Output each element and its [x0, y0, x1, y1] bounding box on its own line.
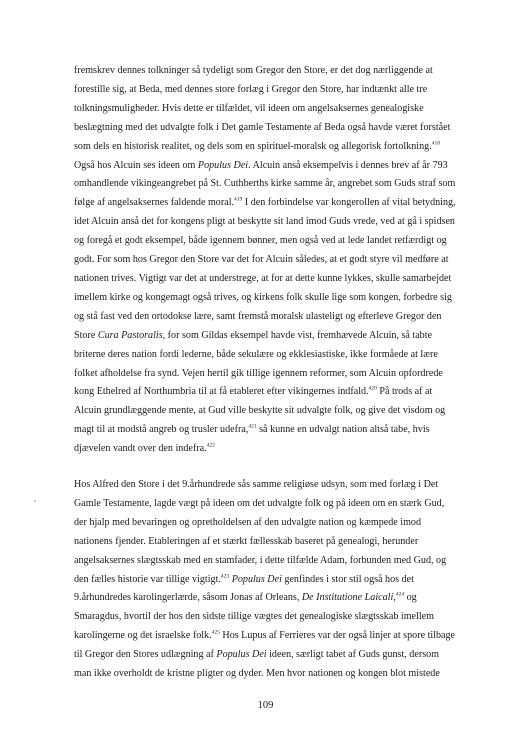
- text-run: magt til at modstå angreb og trusler udefra,: [74, 424, 249, 436]
- text-run: beslægtning med det udvalgte folk i Det gamle Testamente af Beda også havde været forstået: [74, 121, 451, 133]
- text-run: og: [404, 592, 417, 604]
- text-line: [74, 289, 470, 308]
- text-run: folket afholdelse fra synd. Vejen hertil gik tillige igennem reformer, som Alcuin opfordrede: [74, 367, 443, 379]
- text-line: [74, 157, 470, 176]
- footnote-ref: 422: [206, 442, 215, 449]
- text-run: Hos Lupus af Ferrieres var der også linjer at spore tilbage: [219, 630, 456, 642]
- text-line: [74, 440, 470, 459]
- text-line: [74, 251, 470, 270]
- text-run: karolingerne og det israelske folk.: [74, 630, 212, 642]
- text-line: [74, 421, 470, 440]
- text-run: Smaragdus, hvortil der hos den sidste tillige vægtes det genealogiske slægtsskab imellem: [74, 611, 434, 623]
- text-line: [74, 175, 470, 194]
- text-run: genfindes i stor stil også hos det: [281, 573, 414, 585]
- text-run: følge af angelsaksernes faldende moral.: [74, 197, 235, 209]
- text-run: I den forbindelse var kongerollen af vital betydning,: [242, 197, 456, 209]
- text-run: djævelen vandt over den indefra.: [74, 443, 207, 455]
- text-line: [74, 402, 470, 421]
- text-line: [74, 81, 470, 100]
- text-run: nationen trives. Vigtigt var det at understrege, at for at dette kunne lykkes, skulle samarbejdet: [74, 272, 452, 284]
- text-line: [74, 308, 470, 327]
- text-run: der hjalp med bevaringen og opretholdelsen af den udvalgte nation og kæmpede imod: [74, 516, 422, 528]
- text-run: Hos Alfred den Store i det 9.århundrede sås samme religiøse udsyn, som med forlæg i Det: [74, 479, 439, 491]
- text-run: idet Alcuin anså det for kongens pligt at beskytte sit land imod Guds vrede, ved at gå i spidsen: [74, 216, 455, 228]
- text-line: [74, 646, 470, 665]
- text-line: [74, 514, 470, 533]
- text-line: [74, 571, 470, 590]
- text-line: [74, 608, 470, 627]
- text-run: forestille sig, at Beda, med dennes store forlæg i Gregor den Store, har indtænkt alle tre: [74, 83, 428, 95]
- footnote-ref: 421: [248, 423, 257, 430]
- text-run: tolkningsmuligheder. Hvis dette er tilfældet, vil ideen om angelsaksernes genealogiske: [74, 102, 424, 114]
- italic-title: Populus Dei: [197, 159, 249, 171]
- text-run: ideen, særligt tabet af Guds gunst, dersom: [266, 649, 440, 661]
- text-run: og foregå et godt eksempel, både igennem bønner, men også ved at lede landet retfærdigt og: [74, 235, 447, 247]
- text-run: Også hos Alcuin ses ideen om: [74, 159, 198, 171]
- text-run: godt. For som hos Gregor den Store var det for Alcuin således, at et godt styre vil medføre at: [74, 254, 449, 266]
- text-run: briterne deres nation fordi lederne, både sekulære og ekklesiastiske, ikke formåede at lære: [74, 348, 438, 360]
- text-line: [74, 138, 470, 157]
- footnote-ref: 423: [220, 573, 230, 580]
- text-run: omhandlende vikingeangrebet på St. Cuthberths kirke samme år, angrebet som Guds straf som: [74, 178, 456, 190]
- text-run: nationens fjender. Etableringen af et stærkt fællesskab baseret på genealogi, herunder: [74, 535, 419, 547]
- text-run: angelsaksernes slægtsskab med en stamfader, i dette tilfælde Adam, forbunden med Gud, og: [74, 554, 447, 566]
- text-line: [74, 270, 470, 289]
- margin-mark: [34, 500, 36, 502]
- text-run: den fælles historie var tillige vigtigt.: [74, 573, 221, 585]
- text-line: [74, 365, 470, 384]
- footnote-ref: 420: [368, 386, 377, 393]
- text-run: for som Gildas eksempel havde vist, fremhævede Alcuin, så tabte: [165, 329, 433, 341]
- text-run: Alcuin grundlæggende mente, at Gud ville beskytte sit udvalgte folk, og give det visdom og: [74, 405, 446, 417]
- italic-title: De Institutione Laicali,: [301, 592, 396, 604]
- text-line: [74, 476, 470, 495]
- text-line: [74, 665, 470, 684]
- text-line: [74, 327, 470, 346]
- footnote-ref: 418: [431, 140, 440, 147]
- text-line: [74, 194, 470, 213]
- text-run: og stå fast ved den ortodokse lære, samt fremstå moralsk ulasteligt og efterleve Gregor den: [74, 310, 442, 322]
- footnote-ref: 424: [395, 592, 405, 599]
- text-line: [74, 119, 470, 138]
- text-line: [74, 552, 470, 571]
- text-line: [74, 232, 470, 251]
- text-run: imellem kirke og kongemagt også trives, og kirkens folk skulle lige som kongen, forbedre sig: [74, 291, 452, 303]
- italic-title: Populus Dei: [231, 573, 282, 585]
- text-run: fremskrev dennes tolkninger så tydeligt som Gregor den Store, er det dog nærliggende at: [74, 65, 433, 76]
- page-number: 109: [257, 700, 274, 711]
- text-run: som dels en historisk realitet, og dels som en spirituel-moralsk og allegorisk fortolkning.: [74, 140, 432, 152]
- italic-title: Cura Pastoralis,: [97, 329, 166, 341]
- text-line: [74, 62, 470, 81]
- paragraph: [74, 476, 470, 684]
- text-run: . Alcuin anså eksempelvis i dennes brev af år 793: [248, 159, 448, 171]
- text-run: Gamle Testamente, lagde vægt på ideen om det udvalgte folk og på ideen om en stærk Gud,: [74, 497, 445, 509]
- italic-title: Populus Dei: [216, 649, 267, 661]
- text-line: [74, 589, 470, 608]
- text-line: [74, 383, 470, 402]
- footnote-ref: 425: [211, 629, 220, 636]
- text-run: man ikke overholdt de kristne pligter og dyder. Men hvor nationen og kongen blot mistede: [74, 668, 440, 680]
- text-line: [74, 213, 470, 232]
- text-line: [74, 495, 470, 514]
- text-run: På trods af at: [376, 386, 433, 398]
- text-run: Store: [74, 329, 98, 341]
- footnote-ref: 419: [234, 196, 243, 203]
- text-line: [74, 533, 470, 552]
- paragraph-gap: [74, 459, 470, 476]
- body-text: [74, 62, 470, 684]
- text-run: så kunne en udvalgt nation altså tabe, hvis: [256, 424, 430, 436]
- paragraph: [74, 62, 470, 459]
- text-run: til Gregor den Stores udlægning af: [74, 649, 217, 661]
- text-line: [74, 100, 470, 119]
- text-line: [74, 627, 470, 646]
- text-line: [74, 346, 470, 365]
- text-run: kong Ethelred af Northumbria til at få etableret efter vikingernes indfald.: [74, 386, 369, 398]
- text-run: 9.århundredes karolingerlærde, såsom Jonas af Orleans,: [74, 592, 302, 604]
